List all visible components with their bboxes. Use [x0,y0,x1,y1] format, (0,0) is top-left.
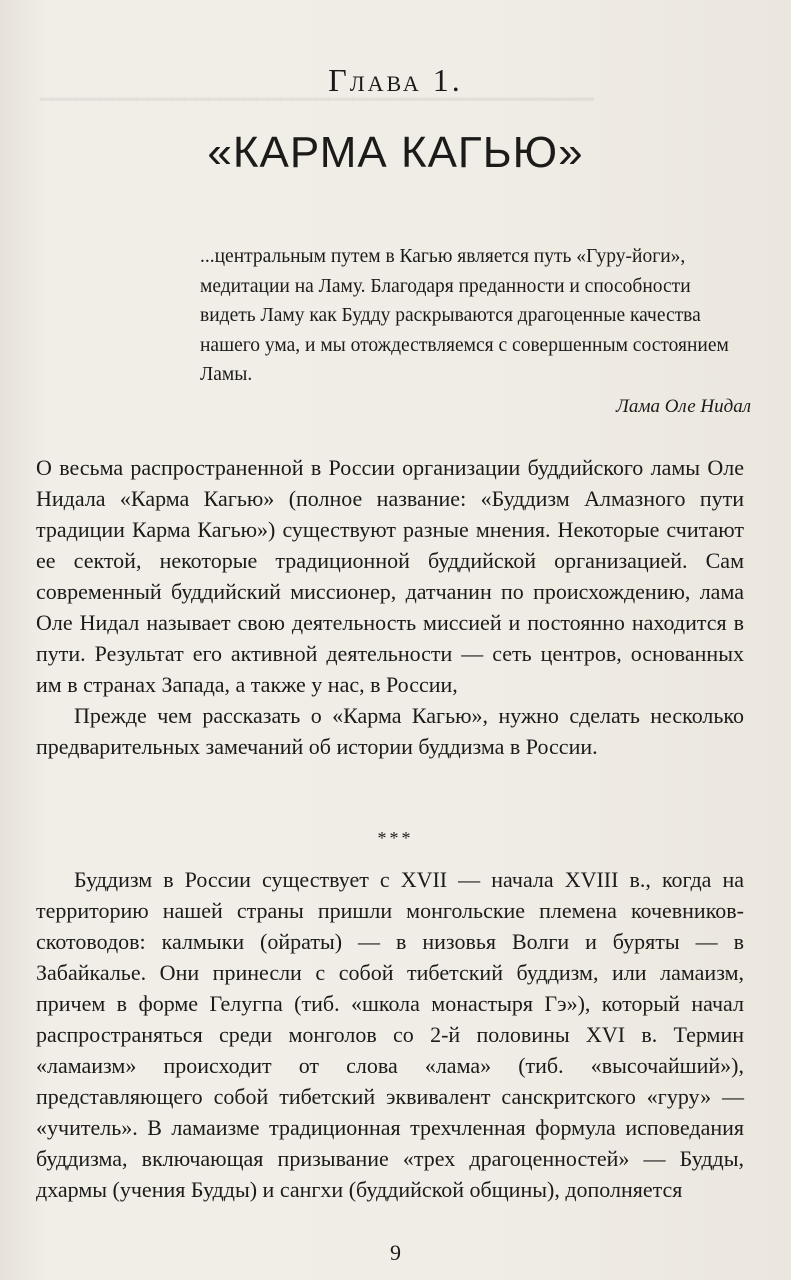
body-text-intro [36,452,744,762]
body-paragraph: Прежде чем рассказать о «Карма Кагью», нужно сделать несколько предварительных замечаний об истории буддизма в России. [36,703,744,759]
page-number: 9 [390,1240,401,1265]
epigraph-author: Лама Оле Нидал [615,396,751,417]
epigraph [200,242,748,390]
epigraph-text: ...центральным путем в Кагью является путь «Гуру-йоги», медитации на Ламу. Благодаря преданности и способности видеть Ламу как Будду раскрываются драгоценные качества нашего ума, и мы отождествляемся с совершенным состоянием Ламы. [200,246,729,385]
show-through-texture: ━━━━━━━━━━━━━━━━━━━━━━━━━━━━━━━━━━━━━━━━━━━━━━ [40,89,594,111]
section-separator: *** [377,828,414,848]
chapter-title: «КАРМА КАГЬЮ» [207,128,584,177]
body-paragraph: О весьма распространенной в России организации буддийского ламы Оле Нидала «Карма Кагью» (полное название: «Буддизм Алмазного пути традиции Карма Кагью») существуют разные мнения. Некоторые считают ее сектой, некоторые традиционной буддийской организацией. Сам современный буддийский миссионер, датчанин по происхождению, лама Оле Нидал называет свою деятельность миссией и постоянно находится в пути. Результат его активной деятельности — сеть центров, основанных им в странах Запада, а также у нас, в России, [36,455,744,697]
chapter-label: Глава 1. [328,62,463,98]
body-paragraph: Буддизм в России существует с XVII — начала XVIII в., когда на территорию нашей страны пришли монгольские племена кочевников-скотоводов: калмыки (ойраты) — в низовья Волги и буряты — в Забайкалье. Они принесли с собой тибетский буддизм, или ламаизм, причем в форме Гелугпа (тиб. «школа монастыря Гэ»), который начал распространяться среди монголов со 2-й половины XVI в. Термин «ламаизм» происходит от слова «лама» (тиб. «высочайший»), представляющего собой тибетский эквивалент санскритского «гуру» — «учитель». В ламаизме традиционная трехчленная формула исповедания буддизма, включающая призывание «трех драгоценностей» — Будды, дхармы (учения Будды) и сангхи (буддийской общины), дополняется [36,867,744,1202]
body-text-history [36,864,744,1205]
